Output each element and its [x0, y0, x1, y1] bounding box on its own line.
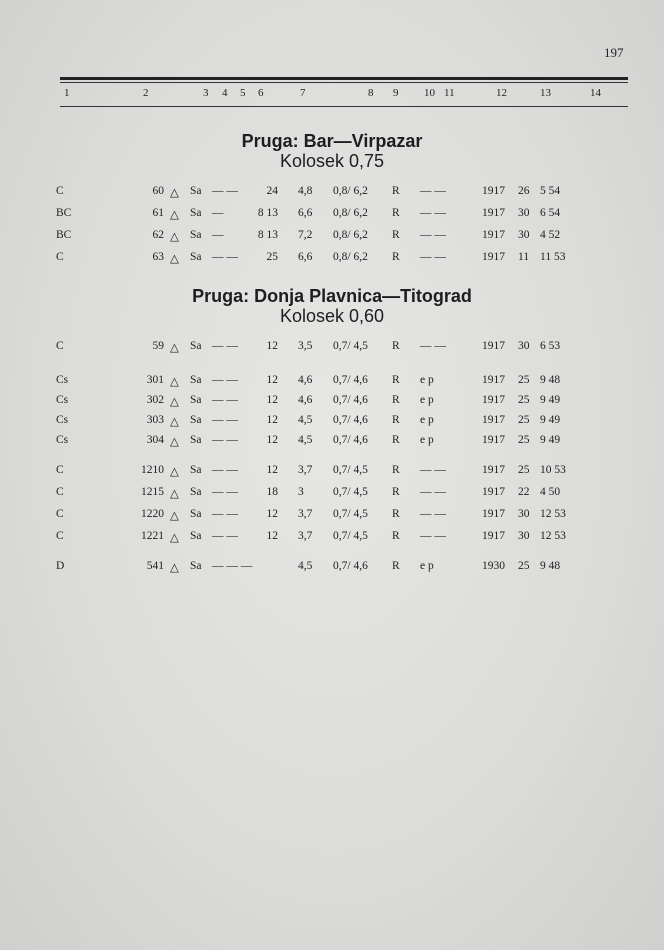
cell-c9: — — — [420, 229, 446, 241]
cell-sa: Sa — [190, 229, 202, 241]
cell-yr: 1917 — [482, 394, 505, 406]
cell-c8: R — [392, 508, 400, 520]
cell-c5: 18 — [266, 486, 278, 498]
header-rule-thin — [60, 82, 628, 83]
cell-c7: 0,7/ 4,5 — [333, 340, 368, 352]
cell-c13: 4 52 — [540, 229, 561, 241]
cell-num: 62 — [152, 229, 164, 241]
cell-cat: C — [56, 464, 64, 476]
cell-c7: 0,7/ 4,5 — [333, 508, 368, 520]
col-header-13: 13 — [540, 87, 551, 99]
cell-c6: 4,5 — [298, 414, 313, 426]
table-row — [0, 251, 664, 271]
cell-c8: R — [392, 414, 400, 426]
cell-c12: 30 — [518, 207, 530, 219]
cell-c13: 12 53 — [540, 508, 566, 520]
cell-c7: 0,7/ 4,6 — [333, 394, 368, 406]
cell-cat: C — [56, 530, 64, 542]
cell-c7: 0,7/ 4,5 — [333, 464, 368, 476]
cell-c12: 22 — [518, 486, 530, 498]
cell-num: 63 — [152, 251, 164, 263]
cell-c6: 3,7 — [298, 464, 313, 476]
table-row — [0, 185, 664, 205]
cell-c8: R — [392, 434, 400, 446]
section-subtitle: Kolosek 0,60 — [279, 306, 385, 326]
cell-sym: △ — [170, 488, 179, 500]
cell-sa: Sa — [190, 560, 202, 572]
cell-c6: 6,6 — [298, 251, 313, 263]
cell-sa: Sa — [190, 464, 202, 476]
cell-c7: 0,7/ 4,6 — [333, 374, 368, 386]
cell-sym: △ — [170, 416, 179, 428]
cell-c5: 12 — [266, 414, 278, 426]
cell-sep: — — — [212, 374, 238, 386]
cell-c12: 25 — [518, 464, 530, 476]
cell-c8: R — [392, 464, 400, 476]
cell-c12: 26 — [518, 185, 530, 197]
cell-sym: △ — [170, 187, 179, 199]
cell-sep: — — [212, 229, 224, 241]
table-row — [0, 414, 664, 434]
cell-yr: 1930 — [482, 560, 505, 572]
cell-num: 60 — [152, 185, 164, 197]
cell-c5: 24 — [266, 185, 278, 197]
cell-cat: BC — [56, 229, 72, 241]
cell-c5: 12 — [266, 508, 278, 520]
section-title: Pruga: Donja Plavnica—Titograd — [192, 286, 472, 306]
cell-cat: Cs — [56, 394, 69, 406]
cell-c12: 30 — [518, 530, 530, 542]
cell-num: 1221 — [141, 530, 164, 542]
table-row — [0, 464, 664, 484]
cell-c7: 0,7/ 4,6 — [333, 434, 368, 446]
cell-c7: 0,7/ 4,6 — [333, 560, 368, 572]
cell-c6: 4,6 — [298, 394, 313, 406]
cell-c5: 12 — [266, 434, 278, 446]
table-row — [0, 340, 664, 360]
cell-sa: Sa — [190, 530, 202, 542]
cell-c5: 12 — [266, 394, 278, 406]
col-header-4: 4 — [222, 87, 228, 99]
cell-yr: 1917 — [482, 185, 505, 197]
cell-yr: 1917 — [482, 229, 505, 241]
table-row — [0, 560, 664, 580]
cell-c9: — — — [420, 530, 446, 542]
section-heading — [0, 286, 664, 326]
cell-c6: 3,7 — [298, 530, 313, 542]
cell-c12: 11 — [518, 251, 530, 263]
cell-cat: C — [56, 486, 64, 498]
header-rule-top — [60, 77, 628, 80]
cell-c6: 4,5 — [298, 560, 313, 572]
cell-num: 1215 — [141, 486, 164, 498]
cell-num: 541 — [146, 560, 164, 572]
cell-yr: 1917 — [482, 207, 505, 219]
cell-cat: C — [56, 185, 64, 197]
col-header-12: 12 — [496, 87, 507, 99]
col-header-11: 11 — [444, 87, 455, 99]
cell-c13: 10 53 — [540, 464, 566, 476]
cell-c7: 0,8/ 6,2 — [333, 207, 368, 219]
section-subtitle: Kolosek 0,75 — [279, 151, 385, 171]
cell-c8: R — [392, 394, 400, 406]
cell-sa: Sa — [190, 414, 202, 426]
cell-yr: 1917 — [482, 508, 505, 520]
cell-sep: — — — [212, 414, 238, 426]
cell-c5: 12 — [266, 530, 278, 542]
cell-c9: — — — [420, 185, 446, 197]
col-header-2: 2 — [143, 87, 149, 99]
cell-c6: 4,5 — [298, 434, 313, 446]
cell-sep: — — — [212, 251, 238, 263]
cell-sa: Sa — [190, 434, 202, 446]
cell-sym: △ — [170, 209, 179, 221]
cell-cat: Cs — [56, 374, 69, 386]
cell-sym: △ — [170, 510, 179, 522]
col-header-1: 1 — [64, 87, 70, 99]
cell-sa: Sa — [190, 394, 202, 406]
cell-sep: — — [212, 207, 224, 219]
cell-c7: 0,7/ 4,5 — [333, 530, 368, 542]
cell-c6: 7,2 — [298, 229, 313, 241]
cell-c9: — — — [420, 207, 446, 219]
col-header-5: 5 — [240, 87, 246, 99]
cell-sym: △ — [170, 436, 179, 448]
cell-c9: — — — [420, 486, 446, 498]
table-row — [0, 486, 664, 506]
cell-sym: △ — [170, 342, 179, 354]
cell-c9: — — — [420, 464, 446, 476]
cell-yr: 1917 — [482, 374, 505, 386]
section-heading — [0, 131, 664, 171]
col-header-8: 8 — [368, 87, 374, 99]
cell-c12: 30 — [518, 229, 530, 241]
cell-c6: 3,7 — [298, 508, 313, 520]
cell-c9: — — — [420, 251, 446, 263]
header-rule-bottom — [60, 106, 628, 107]
cell-c13: 5 54 — [540, 185, 561, 197]
cell-c9: e p — [420, 394, 434, 406]
cell-cat: C — [56, 251, 64, 263]
cell-yr: 1917 — [482, 464, 505, 476]
col-header-10: 10 — [424, 87, 435, 99]
cell-num: 1220 — [141, 508, 164, 520]
cell-sep: — — — [212, 530, 238, 542]
cell-cat: C — [56, 340, 64, 352]
cell-num: 301 — [146, 374, 164, 386]
cell-yr: 1917 — [482, 530, 505, 542]
cell-c13: 9 49 — [540, 414, 561, 426]
cell-c9: e p — [420, 414, 434, 426]
cell-c6: 3,5 — [298, 340, 313, 352]
cell-c8: R — [392, 560, 400, 572]
table-row — [0, 508, 664, 528]
cell-c7: 0,8/ 6,2 — [333, 185, 368, 197]
cell-sym: △ — [170, 532, 179, 544]
cell-c9: e p — [420, 374, 434, 386]
cell-c8: R — [392, 207, 400, 219]
cell-c13: 12 53 — [540, 530, 566, 542]
cell-sym: △ — [170, 376, 179, 388]
cell-sym: △ — [170, 466, 179, 478]
cell-c7: 0,7/ 4,5 — [333, 486, 368, 498]
cell-c8: R — [392, 340, 400, 352]
cell-c8: R — [392, 229, 400, 241]
col-header-7: 7 — [300, 87, 306, 99]
cell-yr: 1917 — [482, 414, 505, 426]
cell-c5: 12 — [266, 464, 278, 476]
cell-num: 303 — [146, 414, 164, 426]
cell-c7: 0,8/ 6,2 — [333, 229, 368, 241]
cell-sa: Sa — [190, 486, 202, 498]
cell-cat: D — [56, 560, 65, 572]
table-row — [0, 530, 664, 550]
cell-c5: 8 13 — [257, 207, 278, 219]
cell-sep: — — — [212, 434, 238, 446]
cell-c12: 25 — [518, 414, 530, 426]
cell-num: 1210 — [141, 464, 164, 476]
cell-sa: Sa — [190, 508, 202, 520]
cell-c13: 6 53 — [540, 340, 561, 352]
cell-c8: R — [392, 486, 400, 498]
cell-cat: Cs — [56, 414, 69, 426]
cell-c5: 25 — [266, 251, 278, 263]
cell-sa: Sa — [190, 374, 202, 386]
col-header-6: 6 — [258, 87, 264, 99]
cell-c6: 3 — [298, 486, 304, 498]
cell-c13: 9 49 — [540, 434, 561, 446]
table-row — [0, 207, 664, 227]
cell-yr: 1917 — [482, 434, 505, 446]
cell-sym: △ — [170, 396, 179, 408]
cell-c13: 4 50 — [540, 486, 561, 498]
cell-c12: 25 — [518, 560, 530, 572]
table-row — [0, 394, 664, 414]
cell-c7: 0,8/ 6,2 — [333, 251, 368, 263]
cell-c9: — — — [420, 508, 446, 520]
cell-sa: Sa — [190, 340, 202, 352]
cell-c9: e p — [420, 560, 434, 572]
table-row — [0, 374, 664, 394]
cell-c12: 30 — [518, 340, 530, 352]
cell-cat: C — [56, 508, 64, 520]
cell-c13: 11 53 — [540, 251, 566, 263]
cell-yr: 1917 — [482, 251, 505, 263]
cell-c6: 6,6 — [298, 207, 313, 219]
cell-sep: — — — [212, 185, 238, 197]
cell-c5: 8 13 — [257, 229, 278, 241]
page-number: 197 — [604, 45, 624, 60]
cell-c12: 30 — [518, 508, 530, 520]
cell-num: 302 — [146, 394, 164, 406]
cell-sep: — — — [212, 394, 238, 406]
cell-num: 61 — [152, 207, 164, 219]
cell-sep: — — — [212, 340, 238, 352]
cell-c6: 4,6 — [298, 374, 313, 386]
cell-yr: 1917 — [482, 340, 505, 352]
cell-cat: Cs — [56, 434, 69, 446]
cell-c8: R — [392, 530, 400, 542]
cell-sep: — — — [212, 486, 238, 498]
cell-yr: 1917 — [482, 486, 505, 498]
cell-num: 59 — [152, 340, 164, 352]
cell-c7: 0,7/ 4,6 — [333, 414, 368, 426]
section-title: Pruga: Bar—Virpazar — [241, 131, 423, 151]
cell-sa: Sa — [190, 185, 202, 197]
cell-c13: 9 48 — [540, 374, 561, 386]
cell-c12: 25 — [518, 434, 530, 446]
cell-c12: 25 — [518, 374, 530, 386]
cell-sa: Sa — [190, 251, 202, 263]
table-row — [0, 229, 664, 249]
col-header-14: 14 — [590, 87, 601, 99]
cell-c6: 4,8 — [298, 185, 313, 197]
cell-c9: — — — [420, 340, 446, 352]
table-row — [0, 434, 664, 454]
cell-c8: R — [392, 185, 400, 197]
cell-c8: R — [392, 251, 400, 263]
cell-c13: 9 49 — [540, 394, 561, 406]
cell-num: 304 — [146, 434, 164, 446]
col-header-9: 9 — [393, 87, 399, 99]
cell-sym: △ — [170, 562, 179, 574]
col-header-3: 3 — [203, 87, 209, 99]
cell-c13: 9 48 — [540, 560, 561, 572]
cell-c5: 12 — [266, 340, 278, 352]
cell-sep: — — — [212, 508, 238, 520]
cell-sa: Sa — [190, 207, 202, 219]
cell-sep: — — — [212, 464, 238, 476]
cell-sym: △ — [170, 253, 179, 265]
cell-c12: 25 — [518, 394, 530, 406]
cell-c8: R — [392, 374, 400, 386]
cell-sep: — — — — [212, 560, 253, 572]
cell-c5: 12 — [266, 374, 278, 386]
cell-c13: 6 54 — [540, 207, 561, 219]
cell-sym: △ — [170, 231, 179, 243]
cell-c9: e p — [420, 434, 434, 446]
cell-cat: BC — [56, 207, 72, 219]
